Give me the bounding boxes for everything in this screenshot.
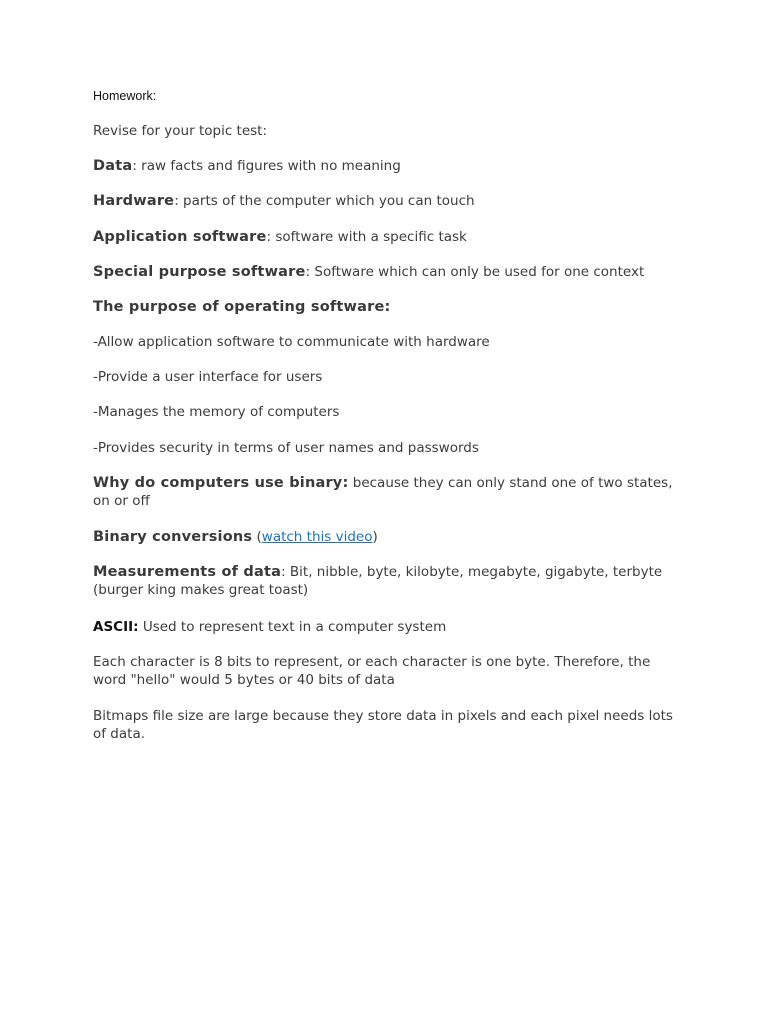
definition-special-purpose-software bbox=[93, 263, 678, 281]
binary-why bbox=[93, 474, 678, 510]
purpose-item: -Allow application software to communicate with hardware bbox=[93, 334, 490, 350]
purpose-heading bbox=[93, 298, 678, 316]
binary-why-term: Why do computers use binary: bbox=[93, 475, 349, 491]
binary-conversions-term: Binary conversions bbox=[93, 529, 253, 545]
measurements-term: Measurements of data bbox=[93, 564, 282, 580]
purpose-item: -Provide a user interface for users bbox=[93, 369, 323, 385]
bitmap-note: Bitmaps file size are large because they store data in pixels and each pixel needs lots of data. bbox=[93, 708, 673, 742]
definition-text: : raw facts and figures with no meaning bbox=[132, 158, 401, 174]
binary-conversions bbox=[93, 528, 678, 546]
measurements-of-data bbox=[93, 563, 678, 599]
purpose-item: -Manages the memory of computers bbox=[93, 404, 340, 420]
character-note: Each character is 8 bits to represent, or each character is one byte. Therefore, the word "hello" would 5 bytes or 40 bits of data bbox=[93, 654, 651, 688]
ascii-text: Used to represent text in a computer system bbox=[138, 619, 447, 635]
homework-label: Homework: bbox=[93, 89, 157, 103]
ascii-definition bbox=[93, 618, 678, 636]
definition-text: : Software which can only be used for one context bbox=[305, 264, 645, 280]
definition-hardware bbox=[93, 192, 678, 210]
definition-term: Data bbox=[93, 158, 133, 174]
definition-term: Hardware bbox=[93, 193, 175, 209]
purpose-heading-text: The purpose of operating software: bbox=[93, 299, 391, 315]
definition-data bbox=[93, 157, 678, 175]
intro-text: Revise for your topic test: bbox=[93, 123, 268, 139]
definition-text: : parts of the computer which you can touch bbox=[174, 193, 475, 209]
measurements-text: : Bit, nibble, byte, kilobyte, megabyte, gigabyte, terbyte (burger king makes great toast) bbox=[93, 564, 663, 598]
ascii-term: ASCII: bbox=[93, 619, 139, 635]
definition-text: : software with a specific task bbox=[266, 229, 467, 245]
definition-term: Application software bbox=[93, 229, 267, 245]
definition-term: Special purpose software bbox=[93, 264, 306, 280]
binary-why-text: because they can only stand one of two states, on or off bbox=[93, 475, 673, 509]
link-paren-close: ) bbox=[372, 529, 378, 545]
definition-application-software bbox=[93, 228, 678, 246]
watch-video-link[interactable]: watch this video bbox=[261, 529, 373, 545]
link-paren-open: ( bbox=[252, 529, 262, 545]
purpose-item: -Provides security in terms of user names and passwords bbox=[93, 440, 479, 456]
